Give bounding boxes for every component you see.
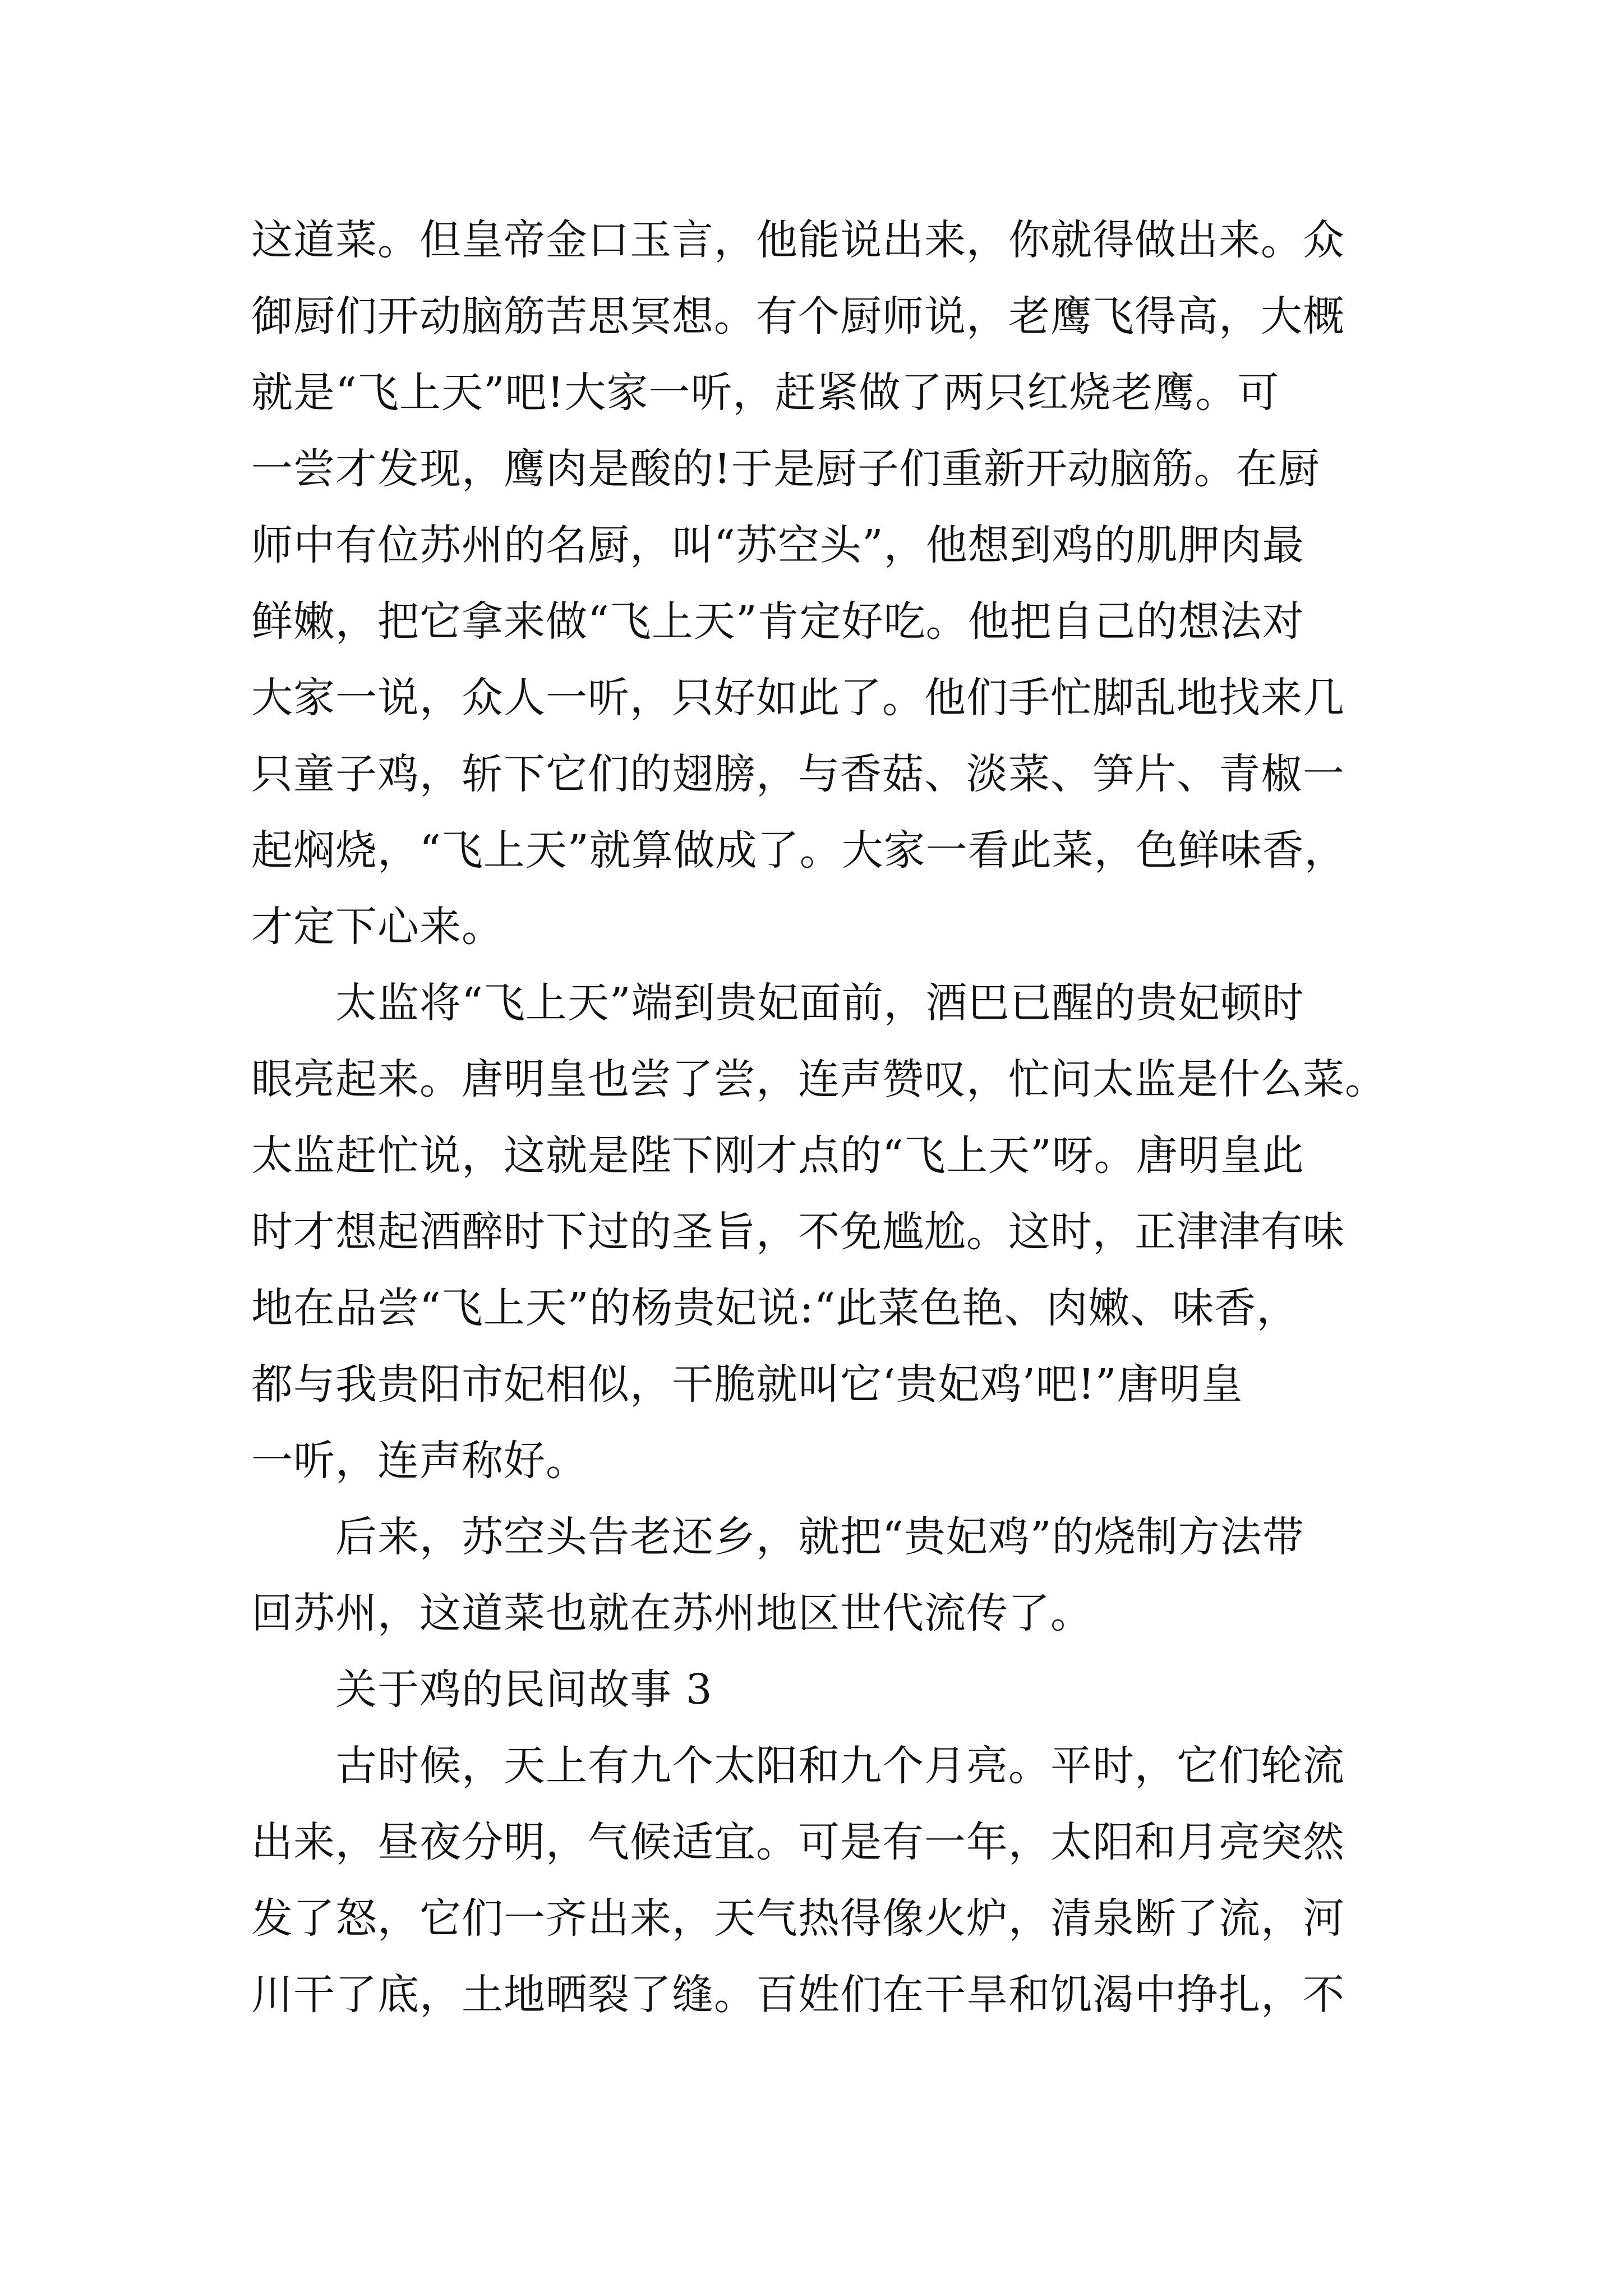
paragraph-continuation <box>251 202 1390 965</box>
text-line: 一听，连声称好。 <box>251 1437 588 1485</box>
text-line: 地在品尝“飞上天”的杨贵妃说:“此菜色艳、肉嫩、味香， <box>251 1284 1299 1332</box>
text-line: 大家一说，众人一听，只好如此了。他们手忙脚乱地找来几 <box>251 674 1345 722</box>
text-line: 出来，昼夜分明，气候适宜。可是有一年，太阳和月亮突然 <box>251 1818 1345 1866</box>
text-line: 太监赶忙说，这就是陛下刚才点的“飞上天”呀。唐明皇此 <box>251 1131 1304 1180</box>
text-line: 时才想起酒醉时下过的圣旨，不免尴尬。这时，正津津有味 <box>251 1208 1345 1256</box>
section-heading: 关于鸡的民间故事 3 <box>335 1665 713 1714</box>
text-line: 川干了底，土地晒裂了缝。百姓们在干旱和饥渴中挣扎，不 <box>251 1971 1345 2019</box>
paragraph-taijian <box>251 965 1390 1499</box>
text-line: 古时候，天上有九个太阳和九个月亮。平时，它们轮流 <box>335 1742 1345 1790</box>
text-line: 师中有位苏州的名厨，叫“苏空头”，他想到鸡的肌胛肉最 <box>251 521 1304 569</box>
paragraph-gushihou <box>251 1728 1390 2033</box>
text-line: 只童子鸡，斩下它们的翅膀，与香菇、淡菜、笋片、青椒一 <box>251 750 1345 798</box>
text-line: 才定下心来。 <box>251 903 504 951</box>
section-heading-3 <box>251 1651 1390 1728</box>
text-line: 回苏州，这道菜也就在苏州地区世代流传了。 <box>251 1589 1092 1637</box>
text-line: 眼亮起来。唐明皇也尝了尝，连声赞叹，忙问太监是什么菜。 <box>251 1055 1387 1103</box>
text-line: 就是“飞上天”吧!大家一听，赶紧做了两只红烧老鹰。可 <box>251 369 1280 417</box>
text-line: 后来，苏空头告老还乡，就把“贵妃鸡”的烧制方法带 <box>335 1513 1304 1561</box>
text-line: 都与我贵阳市妃相似，干脆就叫它‘贵妃鸡’吧!”唐明皇 <box>251 1360 1243 1409</box>
text-line: 一尝才发现，鹰肉是酸的!于是厨子们重新开动脑筋。在厨 <box>251 445 1320 493</box>
text-line: 发了怒，它们一齐出来，天气热得像火炉，清泉断了流，河 <box>251 1894 1345 1943</box>
paragraph-houlai <box>251 1499 1390 1651</box>
document-body <box>251 202 1390 2033</box>
text-line: 起焖烧，“飞上天”就算做成了。大家一看此菜，色鲜味香， <box>251 826 1347 875</box>
text-line: 御厨们开动脑筋苦思冥想。有个厨师说，老鹰飞得高，大概 <box>251 292 1345 341</box>
text-line: 太监将“飞上天”端到贵妃面前，酒巴已醒的贵妃顿时 <box>335 979 1304 1027</box>
text-line: 这道菜。但皇帝金口玉言，他能说出来，你就得做出来。众 <box>251 216 1345 264</box>
text-line: 鲜嫩，把它拿来做“飞上天”肯定好吃。他把自己的想法对 <box>251 597 1304 646</box>
